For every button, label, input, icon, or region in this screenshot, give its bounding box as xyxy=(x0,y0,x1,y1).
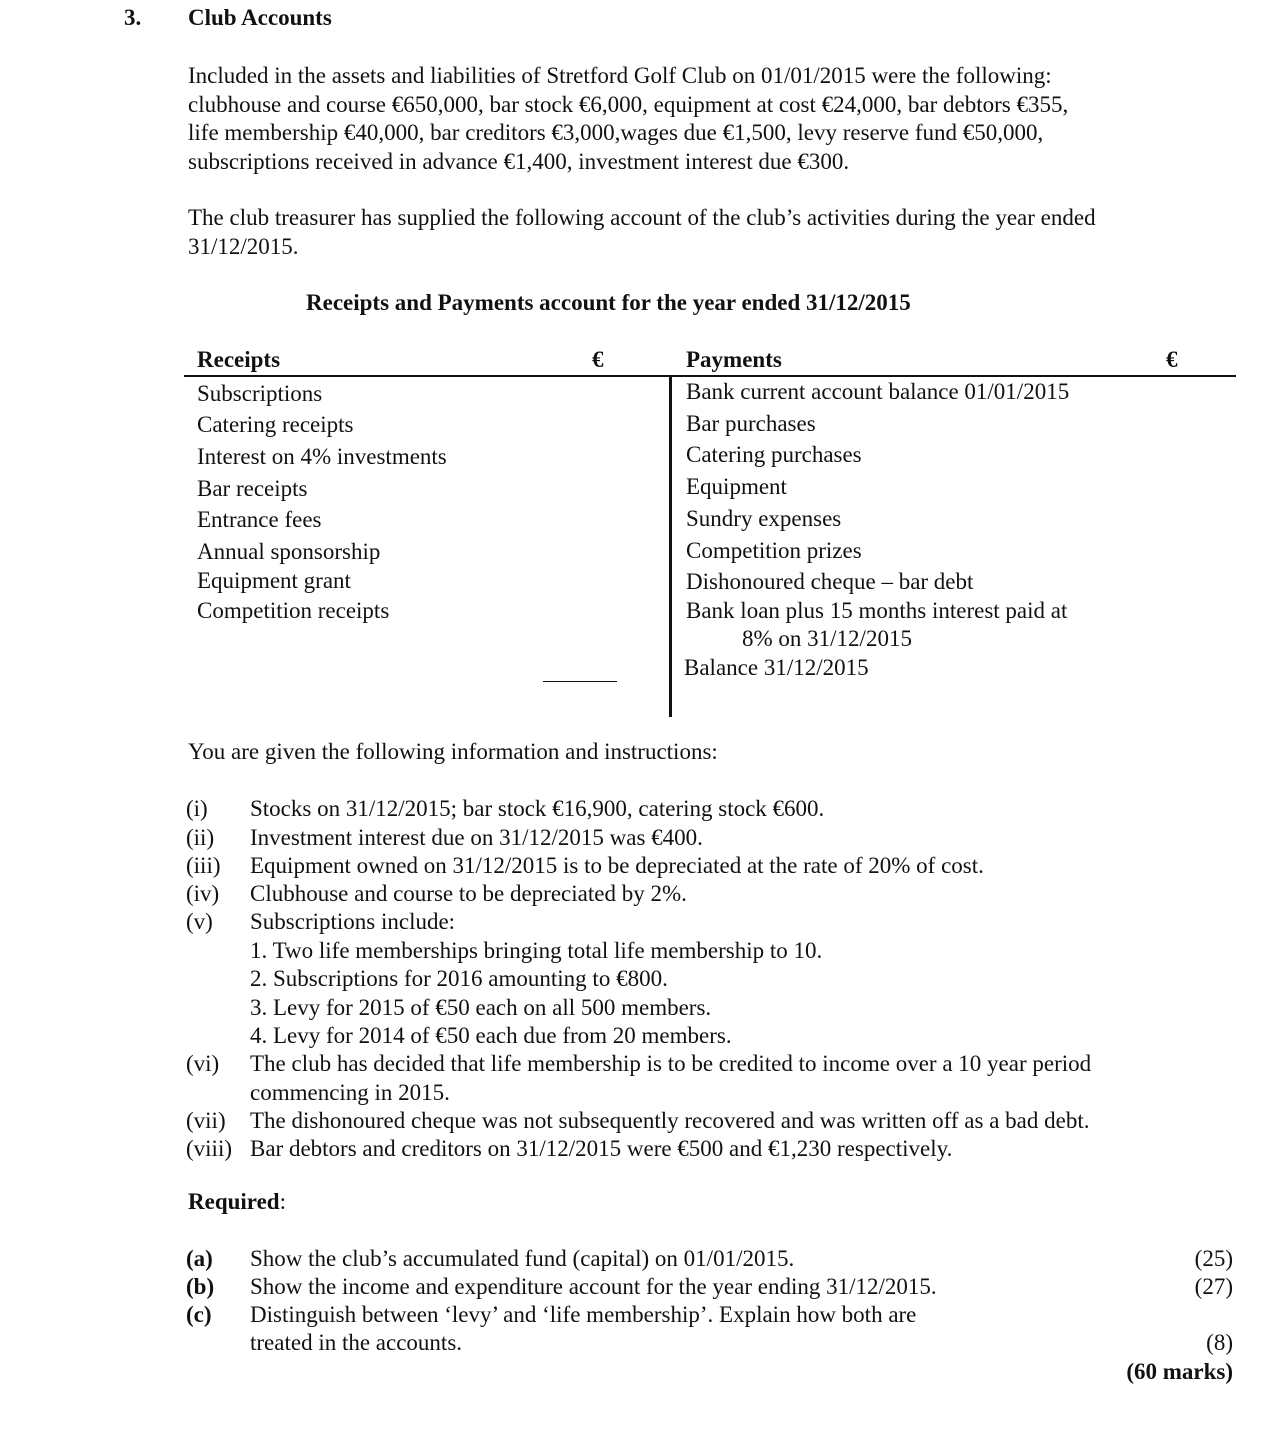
info-item-number: (v) xyxy=(186,909,213,934)
info-item-number: (iii) xyxy=(186,853,221,878)
info-item-text: Equipment owned on 31/12/2015 is to be depreciated at the rate of 20% of cost. xyxy=(250,853,984,878)
payment-label: Equipment xyxy=(686,474,787,499)
required-part-text: Show the income and expenditure account for the year ending 31/12/2015. xyxy=(250,1274,937,1299)
info-item-number: (ii) xyxy=(186,825,215,850)
receipts-header: Receipts xyxy=(197,347,281,372)
info-subitem-text: 3. Levy for 2015 of €50 each on all 500 members. xyxy=(250,995,712,1020)
receipt-label: Equipment grant xyxy=(197,568,351,593)
receipt-label: Annual sponsorship xyxy=(197,539,381,564)
payment-label: Sundry expenses xyxy=(686,506,842,531)
required-part-marks: (27) xyxy=(1194,1274,1233,1299)
info-item-text: Clubhouse and course to be depreciated by 2%. xyxy=(250,881,687,906)
payment-label: Dishonoured cheque – bar debt xyxy=(686,569,974,594)
payments-header: Payments xyxy=(686,347,782,372)
payment-label: Bar purchases xyxy=(686,411,816,436)
receipt-label: Competition receipts xyxy=(197,598,390,623)
required-part-text: Distinguish between ‘levy’ and ‘life membership’. Explain how both are xyxy=(250,1302,917,1327)
required-part-marks: (8) xyxy=(1206,1330,1233,1355)
receipt-label: Entrance fees xyxy=(197,507,322,532)
required-part-label: (a) xyxy=(186,1246,213,1271)
info-item-text: Subscriptions include: xyxy=(250,909,456,934)
payment-label: 8% on 31/12/2015 xyxy=(742,626,912,651)
info-item-text: Investment interest due on 31/12/2015 was €400. xyxy=(250,825,703,850)
info-item-text: commencing in 2015. xyxy=(250,1080,450,1105)
column-divider xyxy=(669,377,672,717)
question-title: Club Accounts xyxy=(188,5,332,30)
info-subitem-text: 4. Levy for 2014 of €50 each due from 20 members. xyxy=(250,1023,732,1048)
info-item-number: (iv) xyxy=(186,881,220,906)
info-subitem-text: 1. Two life memberships bringing total life membership to 10. xyxy=(250,938,823,963)
receipts-sum-rule xyxy=(543,681,617,682)
info-item-text: Stocks on 31/12/2015; bar stock €16,900, catering stock €600. xyxy=(250,796,825,821)
info-item-text: The club has decided that life membership is to be credited to income over a 10 year period xyxy=(250,1051,1092,1076)
required-part-label: (b) xyxy=(186,1274,215,1299)
intro-paragraph xyxy=(188,62,1188,176)
treasurer-paragraph xyxy=(188,204,1188,261)
required-part-text: Show the club’s accumulated fund (capital) on 01/01/2015. xyxy=(250,1246,795,1271)
payment-label: Balance 31/12/2015 xyxy=(684,655,869,680)
required-part-marks: (25) xyxy=(1194,1246,1233,1271)
account-title: Receipts and Payments account for the year ended 31/12/2015 xyxy=(306,290,911,315)
info-item-number: (vi) xyxy=(186,1051,220,1076)
payment-label: Bank current account balance 01/01/2015 xyxy=(686,379,1070,404)
info-item-text: The dishonoured cheque was not subsequently recovered and was written off as a bad debt. xyxy=(250,1108,1090,1133)
payments-currency: € xyxy=(1166,347,1178,372)
intro-line: clubhouse and course €650,000, bar stock €6,000, equipment at cost €24,000, bar debtors €355, xyxy=(188,91,1069,117)
question-number: 3. xyxy=(124,5,142,30)
info-subitem-text: 2. Subscriptions for 2016 amounting to €800. xyxy=(250,966,668,991)
intro-line: subscriptions received in advance €1,400, investment interest due €300. xyxy=(188,148,850,174)
payment-label: Competition prizes xyxy=(686,538,862,563)
treasurer-line: 31/12/2015. xyxy=(188,233,299,259)
intro-line: life membership €40,000, bar creditors €3,000,wages due €1,500, levy reserve fund €50,000, xyxy=(188,120,1044,145)
receipts-currency: € xyxy=(592,347,604,372)
info-item-number: (vii) xyxy=(186,1108,226,1133)
payment-label: Bank loan plus 15 months interest paid at xyxy=(686,598,1068,623)
required-heading xyxy=(188,1188,286,1217)
receipt-label: Bar receipts xyxy=(197,476,308,501)
receipt-label: Interest on 4% investments xyxy=(197,444,447,469)
required-heading-text: Required xyxy=(188,1189,280,1214)
receipt-label: Catering receipts xyxy=(197,412,354,437)
info-item-number: (viii) xyxy=(186,1136,232,1161)
info-item-number: (i) xyxy=(186,796,208,821)
header-rule xyxy=(184,375,1236,377)
required-part-label: (c) xyxy=(186,1302,212,1327)
payment-label: Catering purchases xyxy=(686,442,862,467)
total-marks: (60 marks) xyxy=(1126,1359,1233,1384)
treasurer-line: The club treasurer has supplied the following account of the club’s activities during the year ended xyxy=(188,205,1096,230)
intro-line: Included in the assets and liabilities of Stretford Golf Club on 01/01/2015 were the following: xyxy=(188,63,1052,88)
info-heading: You are given the following information and instructions: xyxy=(188,739,718,764)
info-item-text: Bar debtors and creditors on 31/12/2015 were €500 and €1,230 respectively. xyxy=(250,1136,953,1161)
required-heading-colon: : xyxy=(279,1189,286,1214)
required-part-text: treated in the accounts. xyxy=(250,1330,463,1355)
receipt-label: Subscriptions xyxy=(197,381,323,406)
